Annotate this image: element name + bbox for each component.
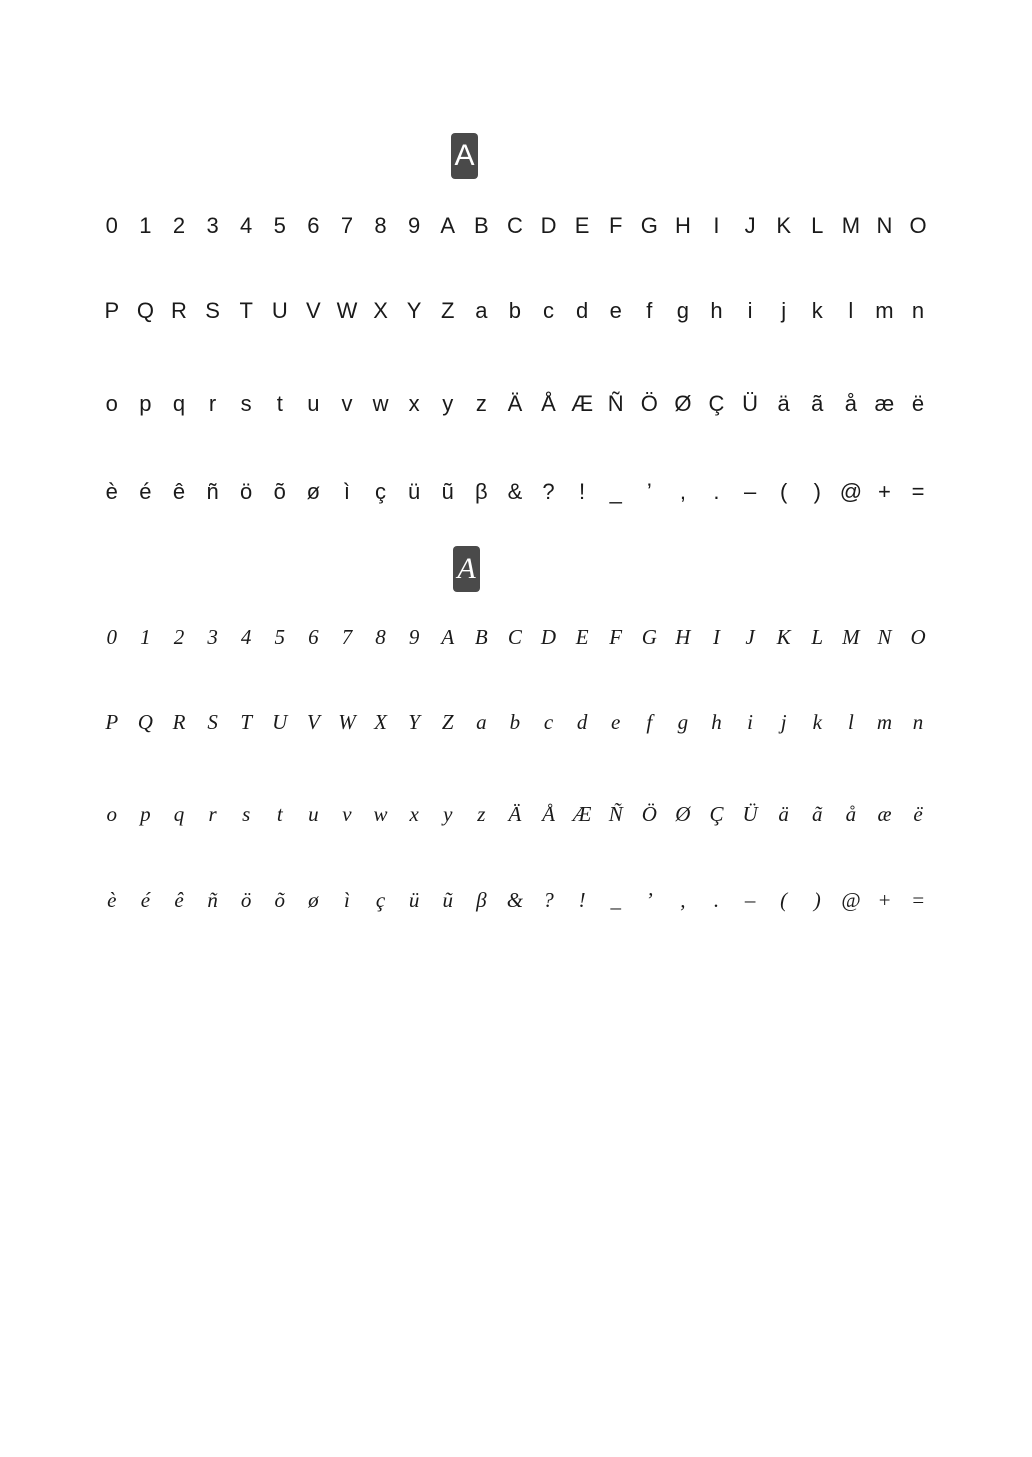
glyph: X (373, 298, 388, 323)
glyph: i (747, 710, 753, 734)
glyph: z (477, 802, 486, 826)
glyph: ü (408, 479, 421, 504)
glyph: s (242, 802, 251, 826)
glyph: 6 (308, 625, 319, 649)
glyph: u (307, 391, 320, 416)
glyph: T (240, 710, 253, 734)
glyph: A (440, 213, 456, 238)
glyph: R (171, 298, 187, 323)
glyph: 1 (139, 213, 152, 238)
glyph: w (372, 391, 389, 416)
glyph: d (575, 298, 589, 323)
glyph: – (744, 888, 756, 912)
glyph: p (139, 391, 152, 416)
glyph: + (878, 479, 891, 504)
sans-char-row (95, 470, 935, 514)
glyph: Ü (742, 391, 759, 416)
glyph: S (207, 710, 218, 734)
glyph: Ø (674, 391, 692, 416)
glyph: i (747, 298, 753, 323)
glyph: D (540, 625, 557, 649)
glyph: W (338, 710, 356, 734)
glyph: U (271, 298, 288, 323)
glyph: M (841, 213, 861, 238)
glyph: ñ (207, 888, 218, 912)
glyph: Ç (709, 802, 724, 826)
glyph: b (509, 710, 521, 734)
glyph: R (172, 710, 186, 734)
glyph: k (811, 298, 823, 323)
glyph: ä (778, 802, 789, 826)
glyph: , (679, 479, 686, 504)
glyph: ! (578, 888, 586, 912)
glyph: j (781, 298, 787, 323)
glyph: x (408, 391, 420, 416)
glyph: Y (408, 710, 420, 734)
script-char-row (95, 700, 935, 744)
glyph: @ (839, 479, 863, 504)
glyph: ö (240, 479, 253, 504)
glyph: y (443, 802, 453, 826)
sans-font-badge-letter: A (454, 139, 475, 172)
glyph: B (473, 213, 489, 238)
glyph: 4 (240, 625, 252, 649)
glyph: _ (609, 479, 622, 504)
glyph: m (875, 298, 894, 323)
glyph: v (341, 391, 353, 416)
glyph: c (543, 298, 555, 323)
glyph: m (876, 710, 893, 734)
glyph: j (780, 710, 787, 734)
glyph: y (442, 391, 454, 416)
glyph: O (910, 625, 926, 649)
glyph: 0 (106, 625, 118, 649)
glyph: Ñ (607, 391, 624, 416)
glyph: 8 (374, 213, 387, 238)
glyph: o (106, 802, 118, 826)
glyph: ã (812, 802, 823, 826)
glyph: M (842, 625, 860, 649)
glyph: P (104, 298, 120, 323)
glyph: ( (780, 479, 788, 504)
glyph: V (306, 710, 320, 734)
glyph: 7 (341, 625, 353, 649)
sans-char-row (95, 382, 935, 426)
glyph: D (540, 213, 557, 238)
glyph: o (105, 391, 118, 416)
glyph: l (847, 710, 854, 734)
glyph: Ñ (608, 802, 623, 826)
glyph: æ (877, 802, 892, 826)
glyph: t (276, 802, 283, 826)
glyph: a (475, 298, 488, 323)
glyph: a (476, 710, 487, 734)
glyph: ä (777, 391, 790, 416)
glyph: ’ (645, 888, 653, 912)
glyph: 9 (408, 625, 420, 649)
glyph: ) (813, 479, 821, 504)
glyph: & (506, 888, 524, 912)
glyph: B (474, 625, 488, 649)
glyph: ê (172, 479, 186, 504)
glyph: õ (274, 888, 286, 912)
glyph: Ö (640, 391, 658, 416)
glyph: 2 (172, 213, 186, 238)
glyph: e (609, 298, 622, 323)
glyph: d (576, 710, 588, 734)
glyph: x (409, 802, 419, 826)
glyph: & (507, 479, 523, 504)
glyph: 5 (274, 625, 286, 649)
glyph: ë (911, 391, 925, 416)
glyph: Ä (507, 391, 523, 416)
glyph: e (611, 710, 621, 734)
glyph: L (811, 625, 824, 649)
glyph: Z (441, 298, 455, 323)
glyph: å (844, 391, 857, 416)
glyph: ç (375, 888, 386, 912)
glyph: æ (874, 391, 895, 416)
glyph: v (342, 802, 352, 826)
glyph: 7 (340, 213, 354, 238)
sans-char-row (95, 204, 935, 248)
script-char-row (95, 878, 935, 922)
script-char-row (95, 615, 935, 659)
glyph: Y (406, 298, 422, 323)
glyph: p (140, 802, 151, 826)
glyph: U (272, 710, 288, 734)
glyph: r (208, 802, 217, 826)
glyph: f (646, 298, 653, 323)
glyph: ì (344, 888, 350, 912)
glyph: c (543, 710, 554, 734)
glyph: H (675, 625, 691, 649)
glyph: C (506, 213, 523, 238)
glyph: E (574, 213, 590, 238)
glyph: H (674, 213, 691, 238)
glyph: Ö (641, 802, 657, 826)
glyph: g (677, 710, 689, 734)
glyph: 6 (307, 213, 320, 238)
glyph: ë (913, 802, 923, 826)
glyph: ü (408, 888, 420, 912)
glyph: s (240, 391, 252, 416)
glyph: @ (841, 888, 861, 912)
glyph: ? (542, 479, 555, 504)
glyph: P (105, 710, 119, 734)
glyph: W (336, 298, 358, 323)
glyph: n (912, 710, 924, 734)
sans-font-badge (451, 133, 478, 179)
glyph: Q (137, 710, 153, 734)
glyph: Q (136, 298, 154, 323)
glyph: Ç (708, 391, 725, 416)
glyph: O (909, 213, 927, 238)
glyph: 3 (206, 213, 219, 238)
glyph: Ä (508, 802, 522, 826)
glyph: 3 (207, 625, 218, 649)
glyph: K (776, 625, 791, 649)
glyph: 8 (375, 625, 386, 649)
glyph: Ø (675, 802, 691, 826)
glyph: g (676, 298, 690, 323)
glyph: ) (813, 888, 821, 912)
glyph: T (239, 298, 253, 323)
glyph: é (140, 888, 151, 912)
glyph: Ü (742, 802, 758, 826)
glyph: Z (441, 710, 454, 734)
glyph: . (713, 888, 720, 912)
glyph: ø (308, 888, 319, 912)
glyph: t (276, 391, 283, 416)
glyph: A (441, 625, 455, 649)
glyph: β (475, 479, 488, 504)
glyph: u (308, 802, 319, 826)
glyph: K (776, 213, 792, 238)
glyph: k (812, 710, 822, 734)
glyph: I (713, 213, 720, 238)
glyph: . (713, 479, 720, 504)
glyph: h (710, 298, 723, 323)
script-font-badge-letter: A (457, 552, 476, 585)
glyph: J (745, 625, 755, 649)
glyph: 5 (273, 213, 286, 238)
glyph: ! (579, 479, 586, 504)
glyph: q (173, 802, 185, 826)
glyph: V (306, 298, 321, 323)
glyph: C (507, 625, 522, 649)
glyph: ç (375, 479, 387, 504)
glyph: å (845, 802, 857, 826)
glyph: I (712, 625, 720, 649)
glyph: ñ (206, 479, 219, 504)
glyph: è (107, 888, 117, 912)
glyph: õ (273, 479, 286, 504)
glyph: 1 (140, 625, 151, 649)
glyph: , (680, 888, 686, 912)
glyph: – (743, 479, 757, 504)
glyph: Æ (571, 391, 594, 416)
glyph: N (877, 625, 892, 649)
glyph: E (575, 625, 589, 649)
glyph: F (609, 625, 623, 649)
script-char-row (95, 792, 935, 836)
glyph: X (374, 710, 387, 734)
script-font-badge (453, 546, 480, 592)
glyph: b (508, 298, 522, 323)
glyph: Å (542, 802, 555, 826)
glyph: 9 (408, 213, 421, 238)
glyph: ũ (442, 888, 453, 912)
glyph: 0 (105, 213, 118, 238)
glyph: ø (306, 479, 321, 504)
glyph: Å (541, 391, 556, 416)
glyph: ? (543, 888, 554, 912)
glyph: r (208, 391, 217, 416)
glyph: = (911, 479, 925, 504)
glyph: ’ (646, 479, 652, 504)
glyph: ( (780, 888, 788, 912)
glyph: é (139, 479, 152, 504)
glyph: ö (240, 888, 252, 912)
glyph: F (608, 213, 623, 238)
glyph: Æ (572, 802, 592, 826)
glyph: w (373, 802, 388, 826)
glyph: h (711, 710, 722, 734)
glyph: l (848, 298, 854, 323)
glyph: + (877, 888, 892, 912)
glyph: S (205, 298, 220, 323)
glyph: ì (343, 479, 351, 504)
glyph: G (640, 213, 658, 238)
glyph: N (876, 213, 893, 238)
glyph: è (105, 479, 118, 504)
glyph: ũ (441, 479, 454, 504)
glyph: 2 (173, 625, 185, 649)
glyph: ê (174, 888, 184, 912)
glyph: f (646, 710, 653, 734)
glyph: ã (811, 391, 824, 416)
glyph: J (744, 213, 756, 238)
glyph: 4 (240, 213, 253, 238)
glyph: _ (610, 888, 621, 912)
glyph: q (172, 391, 186, 416)
glyph: n (911, 298, 925, 323)
glyph: β (476, 888, 487, 912)
glyph: G (641, 625, 657, 649)
sans-char-row (95, 289, 935, 333)
glyph: z (475, 391, 487, 416)
glyph: = (910, 888, 926, 912)
glyph: L (811, 213, 824, 238)
